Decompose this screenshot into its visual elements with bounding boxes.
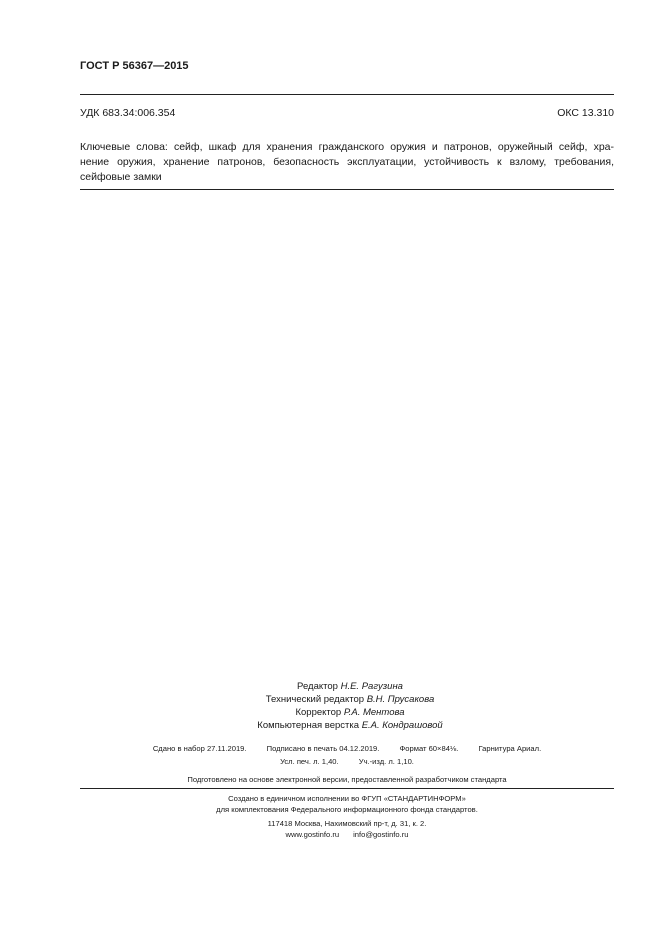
credit-editor: Редактор Н.Е. Рагузина bbox=[297, 681, 403, 692]
email-link[interactable]: info@gostinfo.ru bbox=[353, 830, 409, 839]
credit-proofreader: Корректор Р.А. Ментова bbox=[295, 707, 405, 718]
imprint-row-1: Сдано в набор 27.11.2019. Подписано в печать 04.12.2019. Формат 60×84⅛. Гарнитура Ариал. bbox=[152, 744, 542, 753]
oks-code: ОКС 13.310 bbox=[557, 107, 614, 119]
keywords-line: нение оружия, хранение патронов, безопасность эксплуатации, устойчивость к взлому, требования, bbox=[80, 156, 614, 168]
publisher-address: 117418 Москва, Нахимовский пр-т, д. 31, к. 2. bbox=[267, 819, 427, 828]
credit-tech-editor: Технический редактор В.Н. Прусакова bbox=[265, 694, 435, 705]
keywords-block bbox=[80, 140, 614, 185]
udk-code: УДК 683.34:006.354 bbox=[80, 107, 176, 119]
website-link[interactable]: www.gostinfo.ru bbox=[285, 830, 340, 839]
header-divider bbox=[80, 94, 614, 95]
publisher-info: Создано в единичном исполнении во ФГУП «СТАНДАРТИНФОРМ» для комплектования Федерального информационного фонда стандартов. bbox=[216, 794, 478, 814]
editorial-credits bbox=[200, 680, 500, 732]
keywords-line: Ключевые слова: сейф, шкаф для хранения гражданского оружия и патронов, оружейный сейф, хра- bbox=[80, 141, 614, 153]
keywords-divider bbox=[80, 189, 614, 190]
footer-divider bbox=[80, 788, 614, 789]
imprint-row-2: Усл. печ. л. 1,40. Уч.-изд. л. 1,10. bbox=[280, 757, 414, 766]
publisher-contacts bbox=[80, 818, 614, 840]
prepared-note: Подготовлено на основе электронной версии, предоставленной разработчиком стандарта bbox=[187, 775, 507, 784]
standard-number: ГОСТ Р 56367—2015 bbox=[80, 60, 189, 72]
keywords-line: сейфовые замки bbox=[80, 171, 162, 183]
credit-layout: Компьютерная верстка Е.А. Кондрашовой bbox=[257, 720, 443, 731]
